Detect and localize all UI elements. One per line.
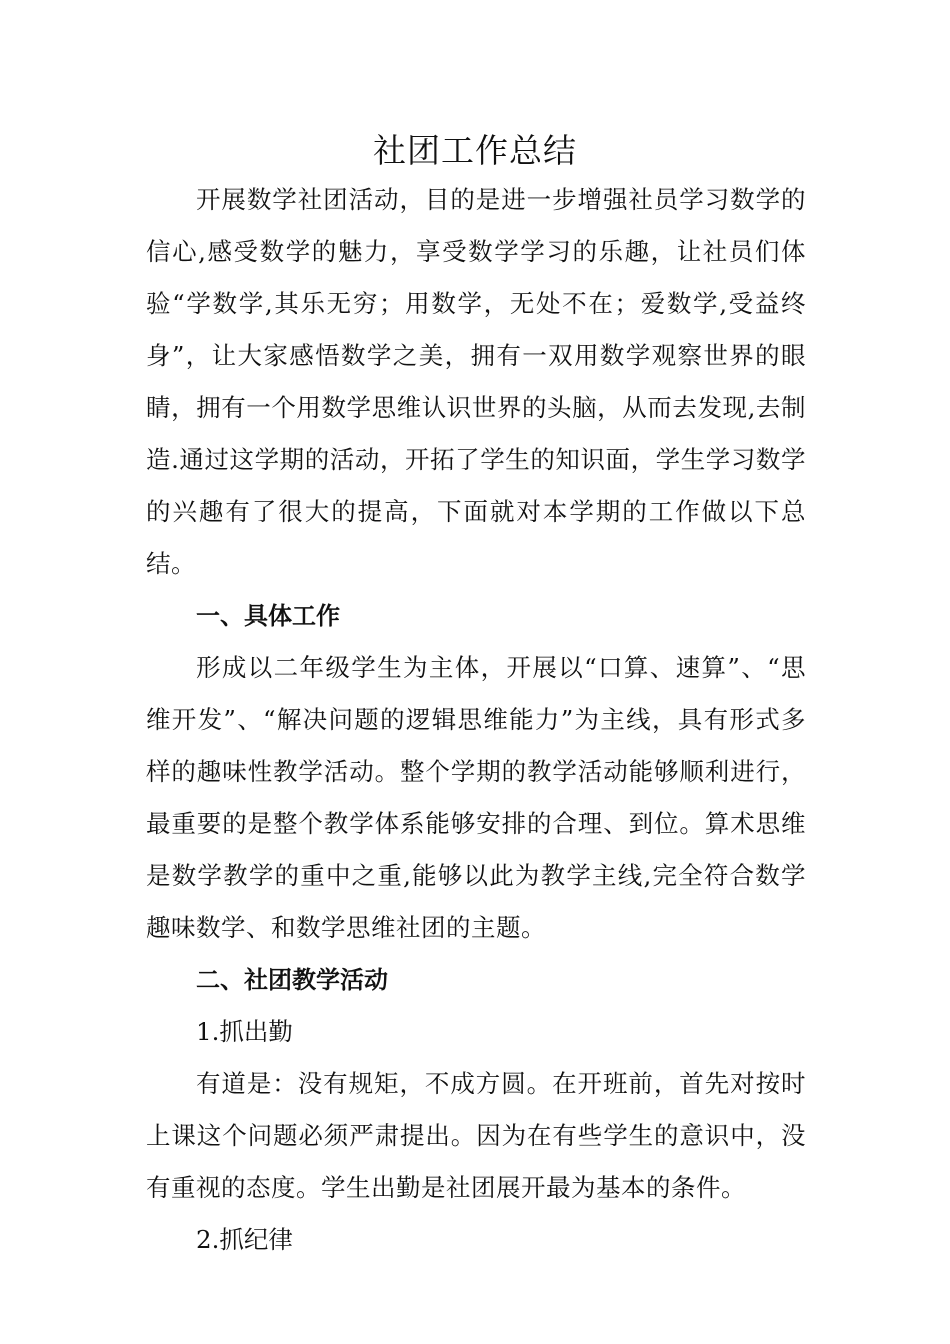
document-title: 社团工作总结: [373, 131, 577, 170]
section-2-heading: 二、社团教学活动: [196, 966, 388, 994]
item-1-title: 1.抓出勤: [196, 1017, 293, 1046]
section-1-heading: 一、具体工作: [196, 602, 340, 630]
item-1-paragraph: 有道是：没有规矩，不成方圆。在开班前，首先对按时上课这个问题必须严肃提出。因为在有些学生的意识中，没有重视的态度。学生出勤是社团展开最为基本的条件。: [146, 1069, 806, 1202]
section-1-paragraph: 形成以二年级学生为主体，开展以“口算、速算”、“思维开发”、“解决问题的逻辑思维能力”为主线，具有形式多样的趣味性教学活动。整个学期的教学活动能够顺利进行，最重要的是整个教学体系能够安排的合理、到位。算术思维是数学教学的重中之重,能够以此为教学主线,完全符合数学趣味数学、和数学思维社团的主题。: [146, 653, 806, 942]
item-2-title: 2.抓纪律: [196, 1225, 293, 1254]
intro-paragraph: 开展数学社团活动，目的是进一步增强社员学习数学的信心,感受数学的魅力，享受数学学习的乐趣，让社员们体验“学数学,其乐无穷；用数学，无处不在；爱数学,受益终身”，让大家感悟数学之美，拥有一双用数学观察世界的眼睛，拥有一个用数学思维认识世界的头脑，从而去发现,去制造.通过这学期的活动，开拓了学生的知识面，学生学习数学的兴趣有了很大的提高，下面就对本学期的工作做以下总结。: [146, 185, 806, 578]
document-body: [146, 174, 806, 1266]
